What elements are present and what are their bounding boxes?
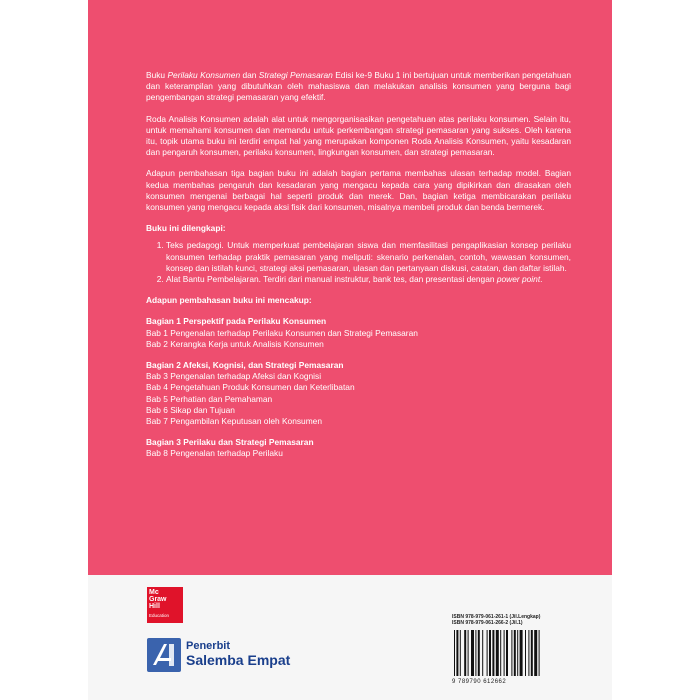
features-list xyxy=(146,240,571,285)
features-heading: Buku ini dilengkapi: xyxy=(146,223,226,234)
intro-paragraph-1: Buku Perilaku Konsumen dan Strategi Pemasaran Edisi ke-9 Buku 1 ini bertujuan untuk memberikan pengetahuan dan keterampilan yang dibutuhkan oleh mahasiswa dan melakukan analisis konsumen yang berguna bagi pengembangan strategi pemasaran yang efektif. xyxy=(146,70,571,103)
chapter-line: Bab 3 Pengenalan terhadap Afeksi dan Kognisi xyxy=(146,371,322,382)
barcode-icon xyxy=(452,630,572,676)
chapter-line: Bab 4 Pengetahuan Produk Konsumen dan Keterlibatan xyxy=(146,382,355,393)
contents-heading: Adapun pembahasan buku ini mencakup: xyxy=(146,295,312,306)
publisher-name: Penerbit Salemba Empat xyxy=(186,640,291,668)
features-section xyxy=(146,223,571,234)
chapter-line: Bab 5 Perhatian dan Pemahaman xyxy=(146,393,273,404)
chapter-line: Bab 6 Sikap dan Tujuan xyxy=(146,404,235,415)
part-title: Bagian 1 Perspektif pada Perilaku Konsumen xyxy=(146,316,327,327)
salemba-logo-icon xyxy=(147,638,181,672)
feature-item: 1. Teks pedagogi. Untuk memperkuat pembelajaran siswa dan memfasilitasi pengaplikasian konsep perilaku konsumen terhadap praktik pemasaran yang meliputi: skenario perkenalan, contoh, wawasan konsumen, konsep dan istilah kunci, strategi aksi pemasaran, ulasan dan pertanyaan diskusi, catatan, dan daftar istilah. xyxy=(166,240,571,274)
intro-paragraph-2: Roda Analisis Konsumen adalah alat untuk mengorganisasikan pengetahuan atas perilaku konsumen. Selain itu, untuk memahami konsumen dan memandu untuk perkembangan strategi pemasaran yang sukses. Oleh karena itu, topik utama buku ini terdiri empat hal yang merupakan komponen Roda Analisis Konsumen, yaitu kesadaran dan pengaruh konsumen, perilaku konsumen, lingkungan konsumen, dan strategi pemasaran. xyxy=(146,113,571,158)
barcode-number: 9 789790 612662 xyxy=(452,679,507,685)
mcgraw-hill-logo: Mc Graw Hill Education xyxy=(147,587,183,623)
isbn-block xyxy=(452,614,590,685)
chapter-line: Bab 1 Pengenalan terhadap Perilaku Konsumen dan Strategi Pemasaran xyxy=(146,327,418,338)
chapter-line: Bab 7 Pengambilan Keputusan oleh Konsumen xyxy=(146,416,323,427)
part-title: Bagian 3 Perilaku dan Strategi Pemasaran xyxy=(146,437,314,448)
chapter-line: Bab 8 Pengenalan terhadap Perilaku xyxy=(146,448,283,459)
back-cover-text xyxy=(146,70,571,470)
part-3 xyxy=(146,437,571,459)
chapter-line: Bab 2 Kerangka Kerja untuk Analisis Konsumen xyxy=(146,338,324,349)
part-title: Bagian 2 Afeksi, Kognisi, dan Strategi Pemasaran xyxy=(146,360,344,371)
part-1 xyxy=(146,316,571,350)
part-2 xyxy=(146,360,571,427)
isbn-complete: ISBN 978-979-061-261-1 (Jil.Lengkap) xyxy=(452,614,541,620)
feature-item: 2. Alat Bantu Pembelajaran. Terdiri dari manual instruktur, bank tes, dan presentasi dengan power point. xyxy=(166,274,571,285)
isbn-volume: ISBN 978-979-061-266-2 (Jil.1) xyxy=(452,620,523,626)
intro-paragraph-3: Adapun pembahasan tiga bagian buku ini adalah bagian pertama membahas ulasan terhadap model. Bagian kedua membahas pengaruh dan kesadaran yang mengacu kepada cara yang dipikirkan dan dirasakan oleh konsumen mengenai berbagai hal seperti produk dan merek. Dan, bagian ketiga membicarakan perilaku konsumen yang mengacu kepada aksi fisik dari konsumen, misalnya membeli produk dan benda bermerek. xyxy=(146,168,571,213)
